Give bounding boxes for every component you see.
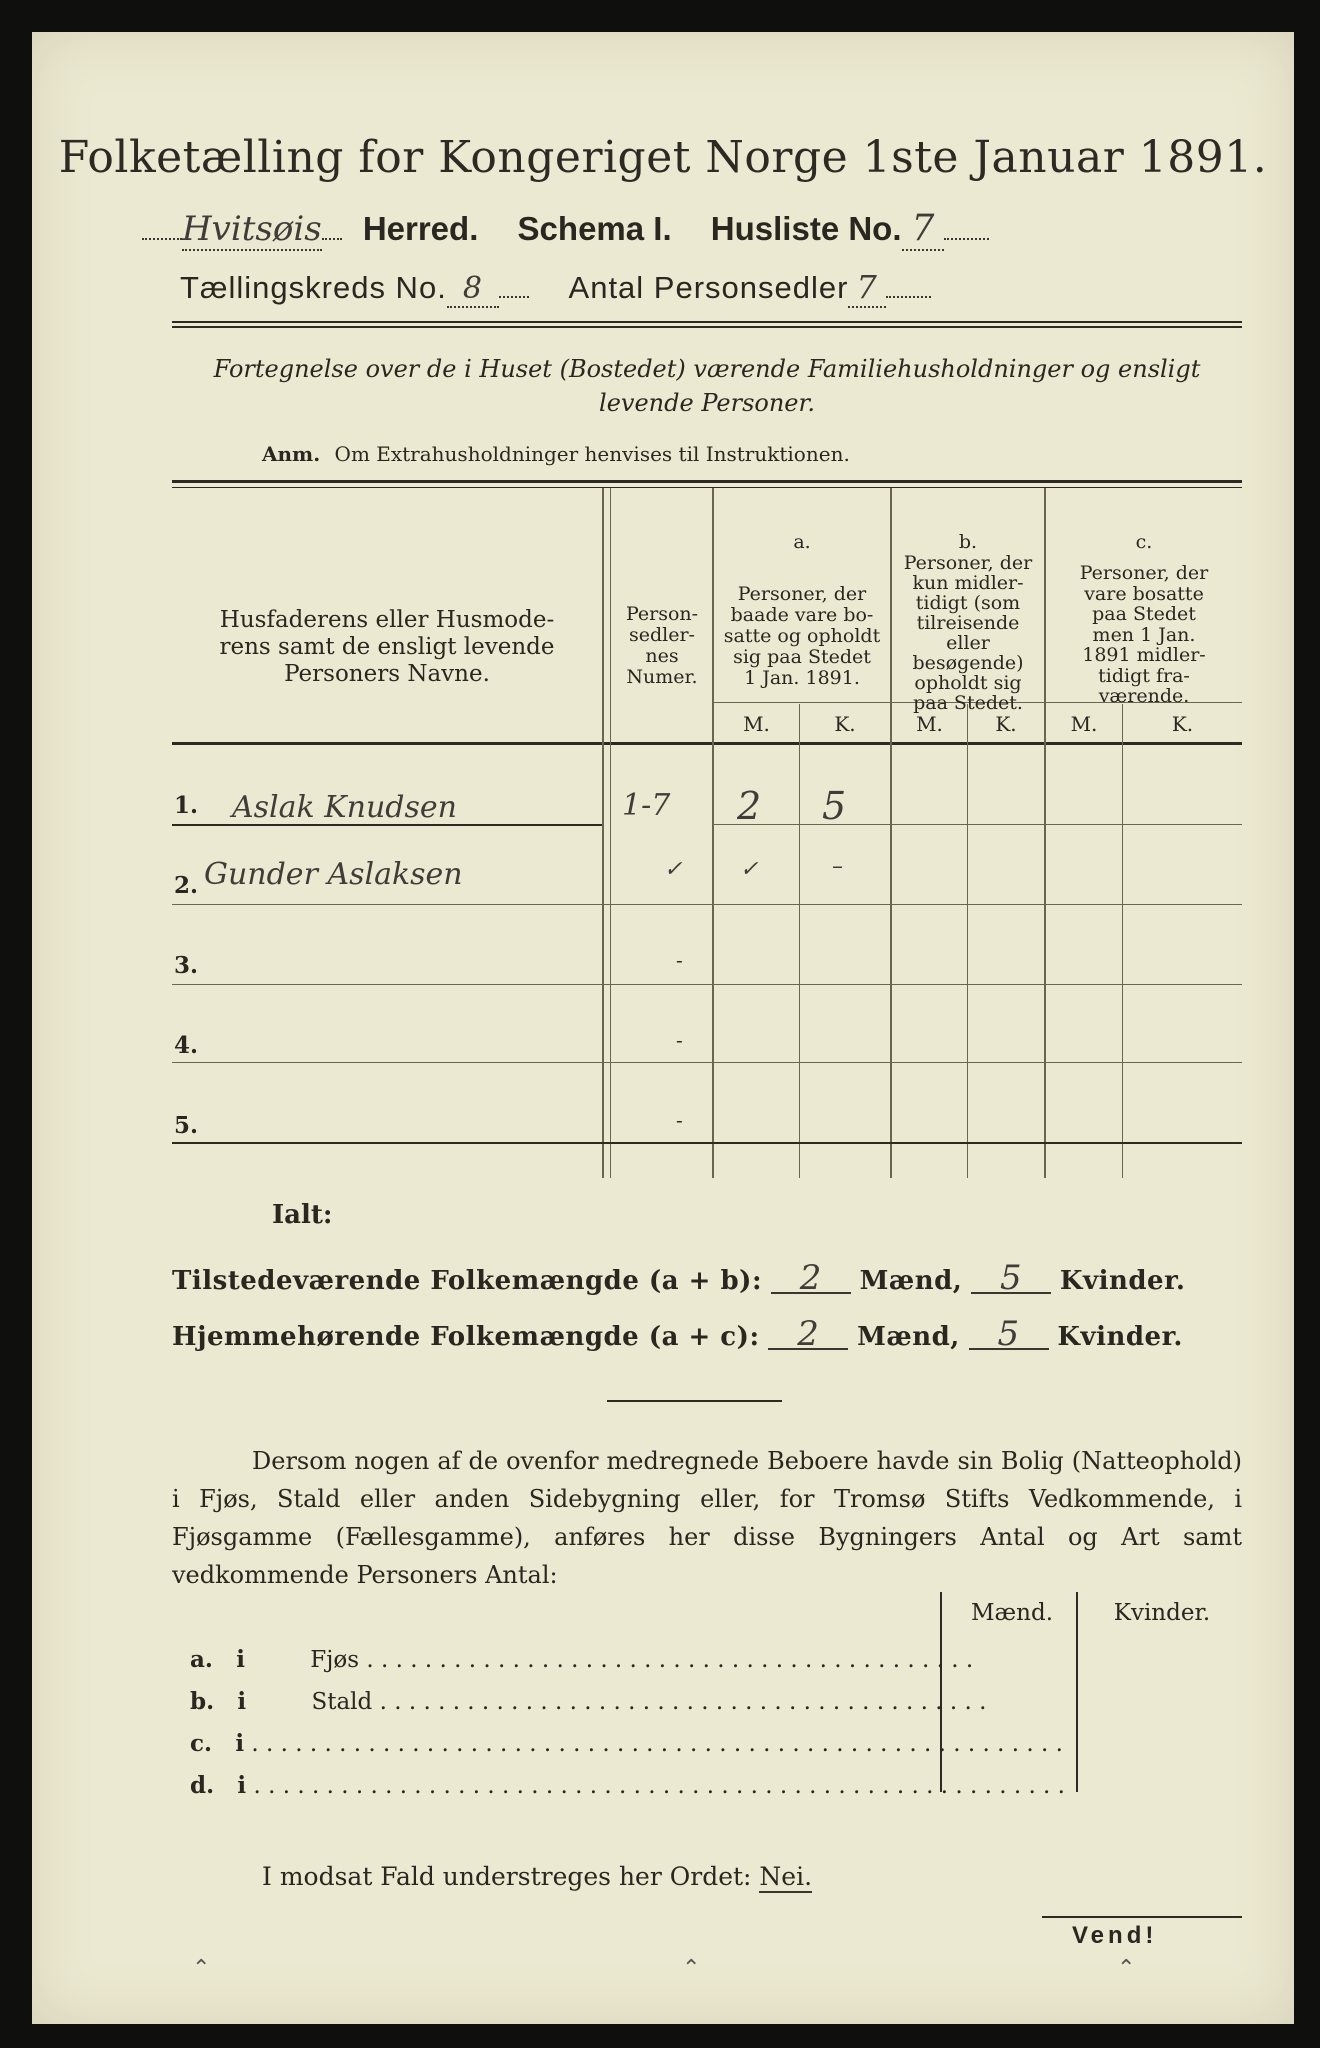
building-row-dots: . . . . . . . . . . . . . . . . . . . . . . . . . . . . . . . . . . . . . . . . . .	[379, 1689, 987, 1715]
col-num-header-line: sedler-	[629, 624, 695, 646]
personsedler-value: 7	[848, 268, 885, 308]
buildings-maend-header: Mænd.	[970, 1600, 1054, 1626]
section-divider	[607, 1400, 782, 1402]
col-b-header-line: Personer, der	[903, 552, 1033, 574]
kreds-value: 8	[447, 271, 499, 308]
tilstede-maend-word: Mænd,	[859, 1266, 963, 1296]
col-b-header-line: opholdt sig	[914, 672, 1022, 694]
hjemme-line	[172, 1314, 1252, 1354]
col-b-header-line: tidigt (som	[915, 592, 1021, 614]
col-sep-name	[602, 488, 604, 1178]
col-c-header-line: paa Stedet	[1092, 603, 1196, 625]
col-b-header-line: paa Stedet.	[913, 692, 1023, 714]
col-name-header	[172, 607, 602, 688]
building-row-i: i	[237, 1772, 247, 1799]
row-2-a-k-dash-icon: –	[832, 854, 843, 879]
row-4-number: 4.	[174, 1032, 199, 1059]
building-row-letter: a.	[190, 1646, 213, 1673]
col-c-header-line: 1891 midler-	[1082, 644, 1206, 666]
c-k-label: K.	[1171, 712, 1194, 736]
row-1-name: Aslak Knudsen	[232, 790, 457, 825]
col-c-letter: c.	[1135, 531, 1153, 553]
modsat-word-nei[interactable]: Nei.	[759, 1862, 813, 1891]
col-a-header-line: Personer, der	[737, 583, 867, 605]
building-row-i: i	[236, 1646, 245, 1673]
building-row-label: Stald	[311, 1689, 373, 1715]
hjemme-maend: 2	[768, 1320, 848, 1350]
col-a-header-line: sig paa Stedet	[733, 646, 871, 668]
building-row-letter: c.	[190, 1730, 213, 1757]
row-2-bottom	[172, 904, 1242, 905]
herred-label: Herred.	[362, 210, 479, 247]
col-num-header-line: Person-	[625, 603, 699, 625]
header-rule-bottom	[172, 326, 1242, 328]
kreds-label: Tællingskreds No.	[180, 270, 447, 305]
building-row-letter: b.	[190, 1688, 215, 1715]
col-b-header	[892, 553, 1044, 713]
tilstede-label: Tilstedeværende Folkemængde (a + b):	[172, 1266, 763, 1296]
row-2-number: 2.	[174, 872, 199, 899]
building-row-i: i	[235, 1730, 245, 1757]
row-1-bottom-right	[712, 824, 1242, 825]
header-bottom-rule	[172, 742, 1242, 745]
building-row-c	[190, 1730, 1063, 1757]
col-b-letter: b.	[958, 531, 978, 553]
vend-rule	[1042, 1916, 1242, 1918]
hjemme-kvinder: 5	[969, 1320, 1049, 1350]
row-2-name: Gunder Aslaksen	[204, 857, 463, 892]
anm-label: Anm.	[262, 442, 321, 466]
vend-label: Vend!	[1072, 1922, 1158, 1949]
herred-value: Hvitsøis	[182, 209, 322, 249]
row-3-number: 3.	[174, 952, 199, 979]
building-row-dots: . . . . . . . . . . . . . . . . . . . . . . . . . . . . . . . . . . . . . . . . . .	[366, 1647, 974, 1673]
building-row-a	[190, 1646, 974, 1673]
a-m-label: M.	[743, 712, 770, 736]
census-form-page	[32, 32, 1294, 2024]
tilstede-line	[172, 1258, 1252, 1298]
a-k-label: K.	[834, 712, 856, 736]
row-5-numer: -	[676, 1108, 683, 1132]
col-b-header-line: eller	[946, 632, 990, 654]
hjemme-label: Hjemmehørende Folkemængde (a + c):	[172, 1322, 760, 1352]
col-sep-a-mk	[799, 704, 800, 1178]
c-m-label: M.	[1070, 712, 1098, 736]
anm-note	[262, 442, 850, 466]
tilstede-maend: 2	[771, 1264, 851, 1294]
col-num-header-line: Numer.	[626, 666, 698, 688]
col-num-header	[612, 604, 712, 688]
hjemme-kvinder-word: Kvinder.	[1057, 1322, 1183, 1352]
col-c-header	[1046, 563, 1242, 707]
building-row-d	[190, 1772, 1065, 1799]
col-c-header-line: tidigt fra-	[1098, 664, 1190, 687]
row-1-numer: 1-7	[622, 788, 671, 823]
ink-mark-icon: ⌃	[1117, 1956, 1136, 1981]
row-1-a-k: 5	[822, 784, 847, 828]
tilstede-kvinder: 5	[971, 1264, 1051, 1294]
col-sep-name-double	[610, 488, 611, 1178]
ink-mark-icon: ⌃	[192, 1956, 211, 1981]
building-row-i: i	[237, 1688, 247, 1715]
b-m-label: M.	[916, 712, 943, 736]
col-b-header-line: kun midler-	[912, 572, 1024, 594]
ink-mark-icon: ⌃	[682, 1956, 701, 1981]
kreds-line	[180, 268, 1280, 306]
col-c-header-line: vare bosatte	[1084, 582, 1204, 605]
col-sep-b-mk	[967, 704, 968, 1178]
modsat-text: I modsat Fald understreges her Ordet:	[262, 1862, 752, 1891]
intro-line-1: Fortegnelse over de i Huset (Bostedet) værende Familiehusholdninger og ensligt	[213, 355, 1201, 383]
schema-label: Schema I.	[517, 210, 672, 247]
col-name-header-line: Personers Navne.	[284, 661, 490, 687]
col-a-header	[714, 584, 890, 689]
col-c-header-line: Personer, der	[1079, 562, 1209, 584]
row-3-bottom	[172, 984, 1242, 985]
col-name-header-line: rens samt de ensligt levende	[219, 634, 555, 660]
row-1-number: 1.	[174, 792, 199, 819]
modsat-line	[262, 1862, 812, 1891]
form-title: Folketælling for Kongeriget Norge 1ste Januar 1891.	[58, 132, 1268, 183]
husliste-value: 7	[902, 208, 945, 251]
herred-line	[142, 208, 1242, 249]
building-row-dots: . . . . . . . . . . . . . . . . . . . . . . . . . . . . . . . . . . . . . . . . . . . . . . . . . . . . . . . .	[253, 1773, 1065, 1799]
table-bottom-rule	[172, 1142, 1242, 1144]
row-4-bottom	[172, 1062, 1242, 1063]
row-3-numer: -	[676, 948, 683, 972]
husliste-label: Husliste No.	[710, 210, 902, 247]
building-row-b	[190, 1688, 987, 1715]
hjemme-maend-word: Mænd,	[857, 1322, 960, 1352]
row-5-number: 5.	[174, 1112, 199, 1139]
col-b-header-line: besøgende)	[912, 652, 1024, 674]
col-a-letter: a.	[793, 531, 811, 553]
col-b-header-line: tilreisende	[916, 612, 1020, 634]
row-2-checkmark-icon: ✓	[664, 857, 683, 882]
row-2-a-m-checkmark-icon: ✓	[740, 857, 759, 882]
row-4-numer: -	[676, 1028, 683, 1052]
building-row-letter: d.	[190, 1772, 215, 1799]
col-c-header-line: men 1 Jan.	[1092, 623, 1196, 646]
b-k-label: K.	[995, 712, 1017, 736]
col-sep-c-mk	[1122, 704, 1123, 1178]
intro-line-2: levende Personer.	[599, 389, 815, 417]
tilstede-kvinder-word: Kvinder.	[1059, 1266, 1186, 1296]
col-a-header-line: 1 Jan. 1891.	[744, 667, 860, 689]
personsedler-label: Antal Personsedler	[568, 270, 849, 305]
buildings-col-sep-2	[1076, 1592, 1078, 1792]
header-rule-top	[172, 321, 1242, 323]
building-row-label: Fjøs	[310, 1647, 360, 1673]
buildings-paragraph: Dersom nogen af de ovenfor medregnede Beboere havde sin Bolig (Natteophold) i Fjøs, Stald eller anden Sidebygning eller, for Tromsø Stifts Vedkommende, i Fjøsgamme (Fællesgamme), anføres her disse Bygningers Antal og Art samt vedkommende Personers Antal:	[172, 1447, 1242, 1589]
intro-paragraph	[172, 352, 1242, 420]
col-a-header-line: satte og opholdt	[723, 625, 881, 647]
ialt-label: Ialt:	[272, 1200, 333, 1230]
col-c-header-line: værende.	[1098, 685, 1190, 707]
table-top-rule	[172, 480, 1242, 483]
row-1-a-m: 2	[737, 784, 762, 828]
col-num-header-line: nes	[645, 645, 679, 667]
col-name-header-line: Husfaderens eller Husmode-	[219, 607, 555, 633]
building-row-dots: . . . . . . . . . . . . . . . . . . . . . . . . . . . . . . . . . . . . . . . . . . . . . . . . . . . . . . . .	[251, 1731, 1063, 1757]
buildings-kvinder-header: Kvinder.	[1113, 1600, 1211, 1626]
anm-text: Om Extrahusholdninger henvises til Instruktionen.	[334, 442, 850, 466]
col-a-header-line: baade vare bo-	[730, 604, 874, 626]
table-top-rule-thin	[172, 487, 1242, 488]
